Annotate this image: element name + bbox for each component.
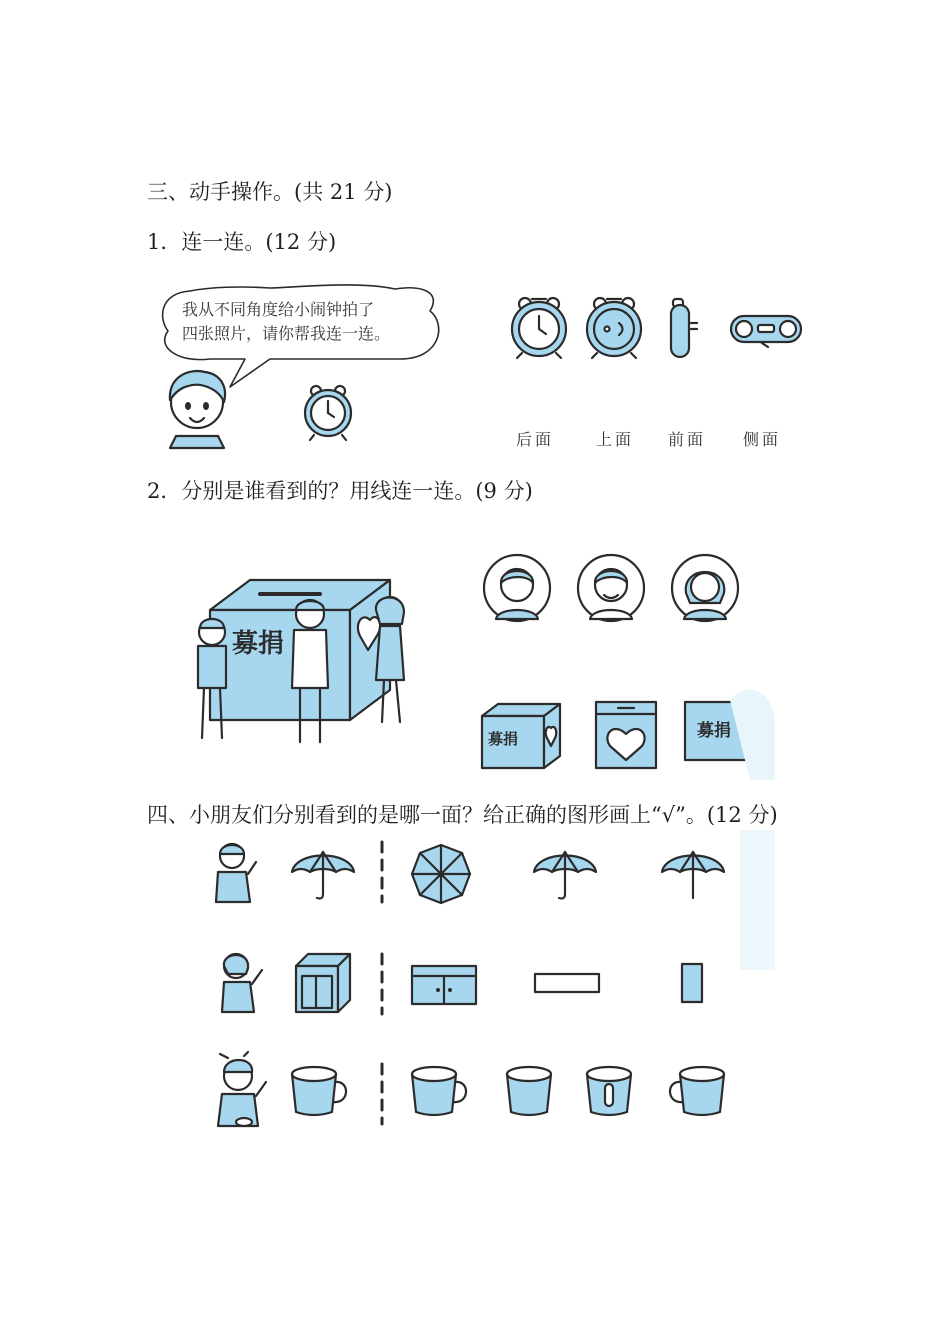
q1-title: 1．连一连。(12 分) — [147, 230, 337, 254]
view-label-back: 后面 — [516, 430, 555, 449]
portrait-boy-2 — [576, 553, 646, 623]
box-view-oblique-text: 募捐 — [488, 730, 519, 748]
boy-figure — [160, 366, 235, 448]
dashed-divider-1 — [379, 840, 385, 906]
child-figure-row-3 — [214, 1052, 274, 1128]
view-label-front: 前面 — [668, 430, 707, 449]
box-text-main: 募捐 — [232, 629, 285, 659]
view-label-side: 侧面 — [743, 430, 782, 449]
clock-view-back — [583, 295, 645, 359]
section-4-title: 四、小朋友们分别看到的是哪一面？给正确的图形画上“√”。(12 分) — [147, 803, 778, 827]
umbrella-reference — [290, 846, 356, 902]
clock-view-side — [667, 297, 701, 361]
cabinet-top-view — [533, 972, 601, 994]
view-label-top: 上面 — [596, 430, 635, 449]
cabinet-side-view — [680, 962, 704, 1004]
alarm-clock-icon — [300, 383, 356, 441]
cup-option-2 — [505, 1064, 555, 1120]
child-right — [376, 597, 404, 722]
donation-box-scene — [190, 570, 430, 750]
child-figure-row-1 — [212, 840, 262, 904]
cabinet-front-view — [410, 964, 478, 1006]
cabinet-reference — [294, 952, 352, 1014]
cup-option-4 — [666, 1064, 728, 1120]
umbrella-option-3 — [660, 846, 726, 902]
child-figure-row-2 — [218, 950, 268, 1014]
clock-view-top — [728, 312, 804, 348]
box-view-front-text: 募捐 — [697, 721, 731, 741]
clock-view-front — [508, 295, 570, 359]
cup-option-3 — [585, 1064, 635, 1120]
umbrella-top-view — [410, 843, 472, 905]
box-view-oblique — [480, 700, 562, 770]
dashed-divider-2 — [379, 952, 385, 1018]
bubble-line-2: 四张照片，请你帮我连一连。 — [182, 324, 391, 343]
bubble-line-1: 我从不同角度给小闹钟拍了 — [182, 300, 375, 319]
dashed-divider-3 — [379, 1062, 385, 1128]
portrait-boy-1 — [482, 553, 552, 623]
q2-title: 2．分别是谁看到的？用线连一连。(9 分) — [147, 479, 533, 503]
cup-option-1 — [410, 1064, 472, 1120]
umbrella-option-2 — [532, 846, 598, 902]
box-view-heart-side — [594, 700, 658, 770]
portrait-girl — [670, 553, 740, 623]
cup-reference — [290, 1064, 352, 1120]
section-3-title: 三、动手操作。(共 21 分) — [147, 180, 393, 204]
